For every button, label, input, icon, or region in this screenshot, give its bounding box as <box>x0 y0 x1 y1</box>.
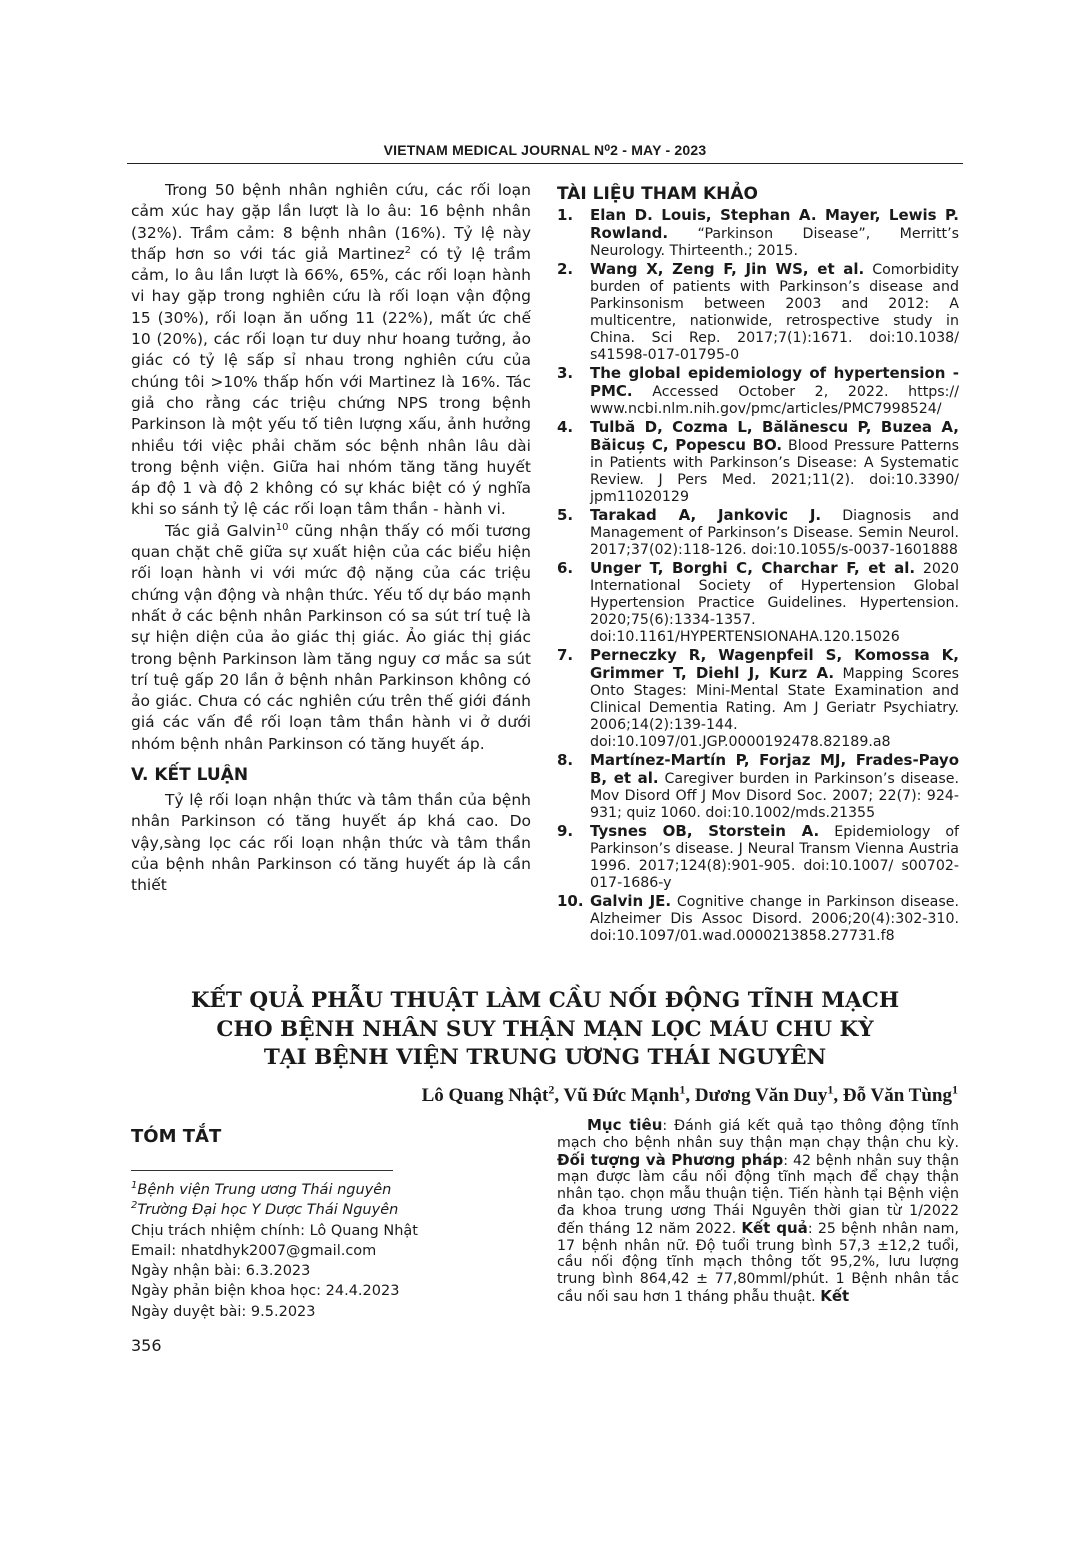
reference-text: Diagnosis and Management of Parkinson’s Disease. Semin Neurol. 2017;37(02):118-126. doi:10.1055/s-0037-1601888 <box>590 508 959 558</box>
left-column <box>131 180 531 897</box>
journal-header: VIETNAM MEDICAL JOURNAL N⁰2 - MAY - 2023 <box>383 142 707 158</box>
author-name: Vũ Đức Mạnh <box>563 1085 680 1106</box>
references-heading: TÀI LIỆU THAM KHẢO <box>557 184 758 204</box>
affiliation-1 <box>131 1180 531 1200</box>
reference-item <box>557 261 959 364</box>
reference-number: 10. <box>557 892 584 910</box>
para2-text-a: Tác giả Galvin <box>165 521 276 540</box>
reference-text: Accessed October 2, 2022. https:// www.ncbi.nlm.nih.gov/pmc/articles/PMC7998524/ <box>590 384 959 417</box>
reference-item <box>557 207 959 260</box>
reference-text: Epidemiology of Parkinson’s disease. J Neural Transm Vienna Austria 1996. 2017;124(8):901-905. doi:10.1007/ s00702-017-1686-y <box>590 824 959 891</box>
reference-number: 1. <box>557 206 574 224</box>
abstract-methods-text: : 42 bệnh nhân suy thận mạn được làm cầu nối động tĩnh mạch để chạy thận nhân tạo. chọn mẫu thuận tiện. Tiến hành tại Bệnh viện đa khoa trung ương Thái Nguyên thời gian từ 1/2022 đến tháng 12 năm 2022. <box>557 1152 959 1237</box>
summary-heading: TÓM TẮT <box>131 1126 222 1147</box>
reference-item <box>557 823 959 892</box>
reference-authors: Tysnes OB, Storstein A. <box>590 822 820 840</box>
reference-number: 6. <box>557 559 574 577</box>
page-number: 356 <box>131 1336 162 1355</box>
affiliation-2-marker: 2 <box>131 1200 138 1212</box>
reference-authors: Tulbă D, Cozma L, Bălănescu P, Buzea A, Băicuș C, Popescu BO. <box>590 418 959 454</box>
reference-list <box>557 207 959 945</box>
reference-authors: Perneczky R, Wagenpfeil S, Komossa K, Grimmer T, Diehl J, Kurz A. <box>590 646 959 682</box>
reference-number: 4. <box>557 418 574 436</box>
conclusion-heading: V. KẾT LUẬN <box>131 765 249 786</box>
author-email: Email: nhatdhyk2007@gmail.com <box>131 1242 377 1259</box>
reference-text: Caregiver burden in Parkinson’s disease. Mov Disord Off J Mov Disord Soc. 2007; 22(7): 924-931; quiz 1060. doi:10.1002/mds.21355 <box>590 771 960 821</box>
reference-text: Comorbidity burden of patients with Parkinson’s disease and Parkinsonism between 2003 and 2012: A multicentre, nationwide, retrospective study in China. Sci Rep. 2017;7(1):1671. doi:10.1038/ s41598-017-01795-0 <box>590 262 959 363</box>
reference-item <box>557 752 959 822</box>
reference-authors: Galvin JE. <box>590 892 672 910</box>
reference-text: “Parkinson Disease”, Merritt’s Neurology. Thirteenth.; 2015. <box>590 226 959 259</box>
date-accepted: Ngày duyệt bài: 9.5.2023 <box>131 1303 316 1320</box>
footnotes <box>131 1180 531 1322</box>
discussion-paragraph-2 <box>131 521 531 755</box>
reference-item <box>557 560 959 646</box>
article-title-line: KẾT QUẢ PHẪU THUẬT LÀM CẦU NỐI ĐỘNG TĨNH MẠCH <box>190 988 900 1013</box>
reference-authors: The global epidemiology of hypertension - PMC. <box>590 364 959 400</box>
abstract-results-label: Kết quả <box>741 1218 808 1237</box>
abstract-results-text: : 25 bệnh nhân nam, 17 bệnh nhân nữ. Độ tuổi trung bình 57,3 ±12,2 tuổi, cầu nối động tĩnh mạch thông tốt 95,2%, lưu lượng trung bình 864,42 ± 77,80mml/phút. 1 Bệnh nhân tắc cầu nối sau hơn 1 tháng phẫu thuật. <box>557 1220 960 1305</box>
reference-number: 2. <box>557 260 574 278</box>
abstract-methods-label: Đối tượng và Phương pháp <box>557 1150 784 1169</box>
author-separator: , <box>554 1085 564 1106</box>
corresponding-author: Chịu trách nhiệm chính: Lô Quang Nhật <box>131 1222 418 1239</box>
para1-text-b: có tỷ lệ trầm cảm, lo âu lần lượt là 66%, 65%, các rối loạn hành vi hay gặp trong nghiên cứu là rối loạn vận động 15 (30%), rối loạn ăn uống 11 (22%), mất ức chế 10 (20%), các rối loạn tư duy như hoang tưởng, ảo giác có tỷ lệ sấp sỉ nhau trong nghiên cứu của chúng tôi >10% thấp hốn với Martinez là 16%. Tác giả cho rằng các triệu chứng NPS trong bệnh Parkinson là một yếu tố tiên lượng xấu, ảnh hưởng nhiều tới việc phải chăm sóc bệnh nhân lâu dài trong bệnh viện. Giữa hai nhóm tăng tăng huyết áp độ 1 và độ 2 không có sự khác biệt có ý nghĩa khi so sánh tỷ lệ các rối loạn tâm thần - hành vi. <box>131 244 531 519</box>
affiliation-2 <box>131 1200 531 1220</box>
abstract-conclusion-label: Kết <box>820 1286 850 1305</box>
reference-number: 5. <box>557 506 574 524</box>
affiliation-1-marker: 1 <box>131 1180 138 1192</box>
author-affiliation: 2 <box>548 1082 555 1097</box>
author-separator: , <box>685 1085 695 1106</box>
reference-authors: Unger T, Borghi C, Charchar F, et al. <box>590 559 916 577</box>
right-column <box>557 184 959 946</box>
author-name: Lô Quang Nhật <box>421 1085 549 1106</box>
reference-item <box>557 647 959 751</box>
citation-galvin: 10 <box>275 521 289 533</box>
reference-text: Blood Pressure Patterns in Patients with Parkinson’s Disease: A Systematic Review. J Pers Med. 2021;11(2). doi:10.3390/ jpm11020129 <box>590 438 959 505</box>
header-rule <box>127 163 963 164</box>
reference-item <box>557 507 959 559</box>
abstract-objective-label: Mục tiêu <box>587 1116 663 1134</box>
abstract <box>557 1117 959 1306</box>
para2-text-b: cũng nhận thấy có mối tương quan chặt chẽ giữa sự xuất hiện của các biểu hiện rối loạn hành vi với mức độ nặng của các triệu chứng vận động và nhận thức. Yếu tố dự báo mạnh nhất ở các bệnh nhân Parkinson có sa sút trí tuệ là sự hiện diện của ảo giác thị giác. Ảo giác thị giác trong bệnh Parkinson làm tăng nguy cơ mắc sa sút trí tuệ gấp 20 lần ở bệnh nhân Parkinson không có ảo giác. Chưa có các nghiên cứu trên thế giới đánh giá các vấn đề rối loạn tâm thần hành vi ở dưới nhóm bệnh nhân Parkinson có tăng huyết áp. <box>131 521 531 753</box>
author-affiliation: 1 <box>952 1082 958 1097</box>
reference-text: Mapping Scores Onto Stages: Mini-Mental State Examination and Clinical Dementia Rating. Am J Geriatr Psychiatry. 2006;14(2):139-144. doi:10.1097/01.JGP.0000192478.82189.a8 <box>590 666 959 750</box>
conclusion-paragraph: Tỷ lệ rối loạn nhận thức và tâm thần của bệnh nhân Parkinson có tăng huyết áp khá cao. Do vậy,sàng lọc các rối loạn nhận thức và tâm thần của bệnh nhân Parkinson có tăng huyết áp là cần thiết <box>131 791 531 895</box>
affiliation-2-text: Trường Đại học Y Dược Thái Nguyên <box>137 1202 399 1219</box>
affiliation-1-text: Bệnh viện Trung ương Thái nguyên <box>137 1182 392 1198</box>
date-reviewed: Ngày phản biện khoa học: 24.4.2023 <box>131 1283 400 1300</box>
reference-item <box>557 893 959 945</box>
discussion-paragraph-1 <box>131 180 531 521</box>
date-received: Ngày nhận bài: 6.3.2023 <box>131 1263 311 1280</box>
author-name: Dương Văn Duy <box>694 1085 828 1106</box>
article-title-line: TẠI BỆNH VIỆN TRUNG ƯƠNG THÁI NGUYÊN <box>263 1045 827 1070</box>
para1-text-a: Trong 50 bệnh nhân nghiên cứu, các rối loạn cảm xúc hay gặp lần lượt là lo âu: 16 bệnh nhân (32%). Trầm cảm: 8 bệnh nhân (16%). Tỷ lệ này thấp hơn so với tác giả Martinez <box>131 181 531 263</box>
reference-authors: Tarakad A, Jankovic J. <box>590 506 822 524</box>
reference-number: 7. <box>557 646 574 664</box>
article-title <box>127 987 963 1073</box>
author-affiliation: 1 <box>827 1082 834 1097</box>
reference-authors: Wang X, Zeng F, Jin WS, et al. <box>590 260 865 278</box>
reference-text: 2020 International Society of Hypertension Global Hypertension Practice Guidelines. Hypertension. 2020;75(6):1334-1357. doi:10.1161/HYPERTENSIONAHA.120.15026 <box>590 561 959 645</box>
reference-item <box>557 365 959 418</box>
footnote-rule <box>131 1170 393 1171</box>
reference-authors: Martínez-Martín P, Forjaz MJ, Frades-Payo B, et al. <box>590 751 959 787</box>
author-separator: , <box>833 1085 843 1106</box>
reference-text: Cognitive change in Parkinson disease. Alzheimer Dis Assoc Disord. 2006;20(4):302-310. doi:10.1097/01.wad.0000213858.27731.f8 <box>590 894 960 944</box>
reference-number: 9. <box>557 822 574 840</box>
reference-item <box>557 419 959 506</box>
reference-authors: Elan D. Louis, Stephan A. Mayer, Lewis P. Rowland. <box>590 206 959 242</box>
article-title-line: CHO BỆNH NHÂN SUY THẬN MẠN LỌC MÁU CHU KỲ <box>216 1016 874 1042</box>
abstract-objective-text: : Đánh giá kết quả tạo thông động tĩnh mạch cho bệnh nhân suy thận mạn chạy thận chu kỳ. <box>557 1118 959 1151</box>
author-list <box>421 1082 958 1107</box>
reference-number: 8. <box>557 751 574 769</box>
reference-number: 3. <box>557 364 574 382</box>
author-name: Đỗ Văn Tùng <box>842 1085 952 1106</box>
author-affiliation: 1 <box>679 1082 686 1097</box>
citation-martinez: 2 <box>404 244 411 256</box>
